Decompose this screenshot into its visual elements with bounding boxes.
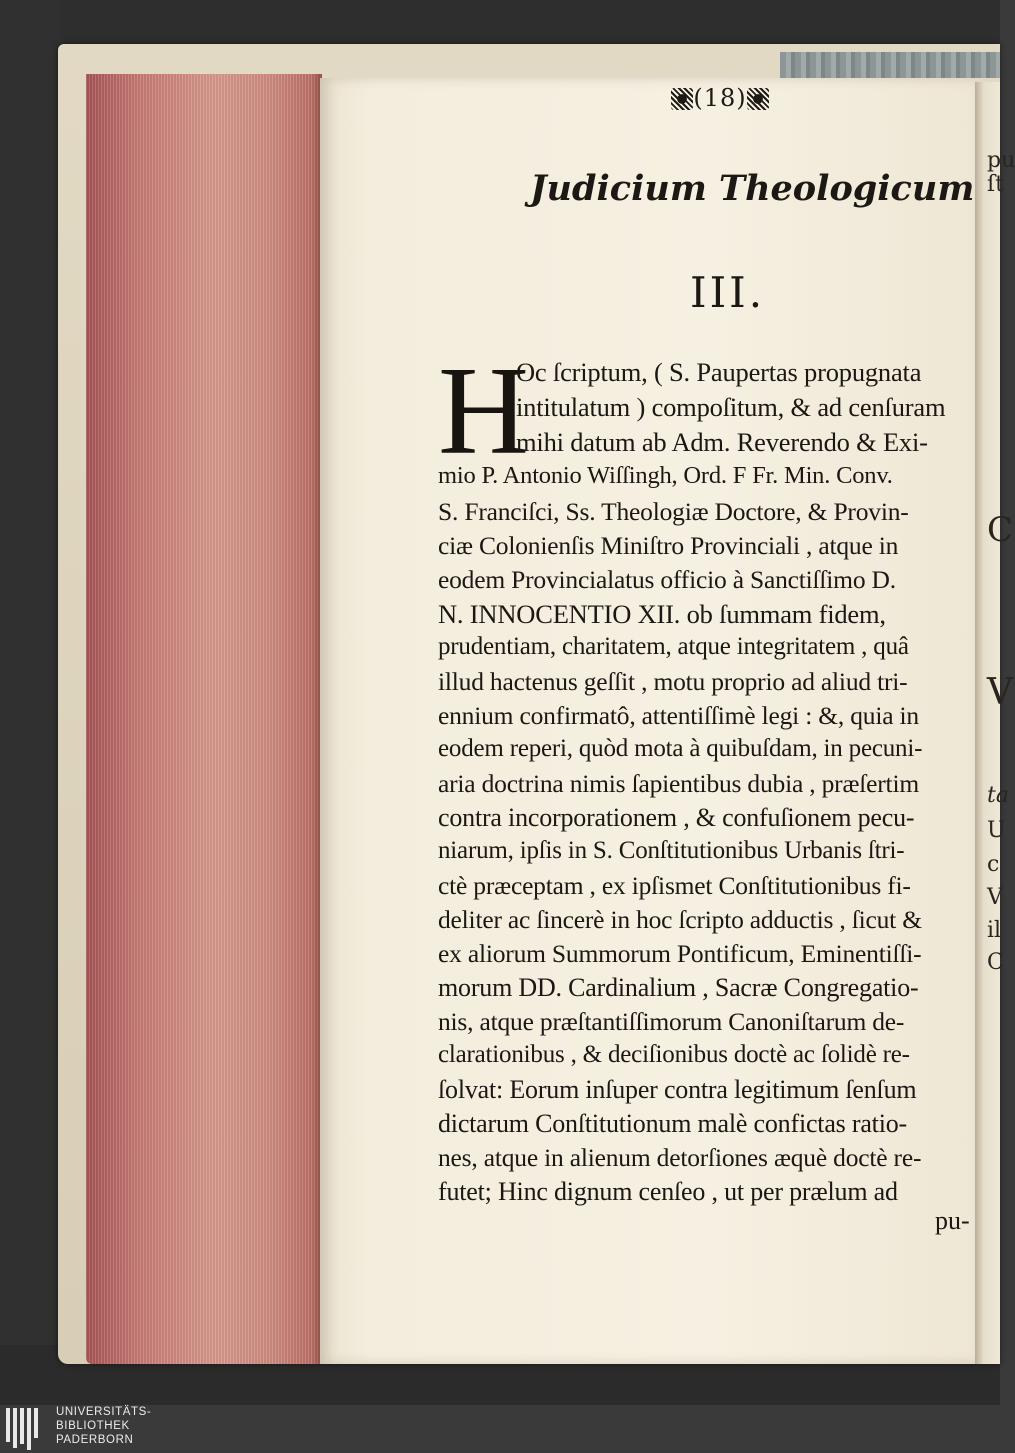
next-page-fragments bbox=[987, 0, 1015, 1405]
cover-spine-band bbox=[780, 52, 1000, 78]
edge-fragment: U bbox=[987, 818, 1006, 843]
ornament-icon bbox=[747, 88, 769, 110]
text-line: Oc ſcriptum, ( S. Paupertas propugnata bbox=[516, 357, 922, 387]
edge-fragment: pu bbox=[987, 148, 1015, 173]
text-line: eodem reperi, quòd mota à quibuſdam, in pecuni- bbox=[438, 735, 923, 762]
running-head: Judicium Theologicum bbox=[530, 168, 975, 209]
edge-fragment: ſt bbox=[987, 172, 1004, 197]
edge-fragment: il bbox=[987, 918, 1002, 943]
edge-fragment: C bbox=[987, 510, 1014, 550]
text-line: dictarum Conſtitutionum malè confictas ratio- bbox=[438, 1109, 907, 1138]
text-line: contra incorporationem , & confuſionem pecu- bbox=[438, 803, 915, 832]
text-line: N. INNOCENTIO XII. ob ſummam fidem, bbox=[438, 599, 886, 629]
section-number: III. bbox=[690, 268, 766, 317]
library-logo-icon bbox=[6, 1408, 50, 1452]
text-line: ſolvat: Eorum inſuper contra legitimum ſenſum bbox=[438, 1075, 917, 1104]
page-number: (18) bbox=[660, 84, 780, 112]
logo-line: BIBLIOTHEK bbox=[56, 1420, 130, 1432]
text-line: ennium confirmatô, attentiſſimè legi : &, quia in bbox=[438, 701, 919, 730]
page-edges-red bbox=[86, 74, 322, 1364]
text-line: ex aliorum Summorum Pontificum, Eminentiſſi- bbox=[438, 939, 922, 968]
text-line: morum DD. Cardinalium , Sacræ Congregatio- bbox=[438, 973, 919, 1002]
edge-fragment: V bbox=[987, 885, 1003, 910]
text-line: eodem Provincialatus officio à Sanctiſſimo D. bbox=[438, 565, 896, 594]
ornament-icon bbox=[671, 88, 693, 110]
logo-line: PADERBORN bbox=[56, 1434, 134, 1446]
text-line: mio P. Antonio Wiſſingh, Ord. F Fr. Min. Conv. bbox=[438, 462, 893, 489]
edge-fragment: c bbox=[987, 852, 1000, 877]
background-left bbox=[0, 0, 60, 1405]
library-logo-text bbox=[56, 1405, 151, 1447]
text-line: illud hactenus geſſit , motu proprio ad aliud tri- bbox=[438, 667, 908, 696]
catchword: pu- bbox=[935, 1206, 970, 1235]
edge-fragment: ta bbox=[987, 783, 1009, 808]
edge-fragment: V bbox=[987, 672, 1013, 713]
text-line: niarum, ipſis in S. Conſtitutionibus Urbanis ſtri- bbox=[438, 837, 905, 864]
text-line: aria doctrina nimis ſapientibus dubia , præſertim bbox=[438, 769, 919, 798]
text-line: nis, atque præſtantiſſimorum Canoniſtarum de- bbox=[438, 1007, 905, 1036]
text-line: intitulatum ) compoſitum, & ad cenſuram bbox=[516, 392, 946, 422]
text-line: deliter ac ſincerè in hoc ſcripto adductis , ſicut & bbox=[438, 905, 922, 934]
text-line: ciæ Colonienſis Miniſtro Provinciali , atque in bbox=[438, 531, 899, 560]
text-line: ctè præceptam , ex ipſismet Conſtitutionibus fi- bbox=[438, 871, 911, 900]
text-line: futet; Hinc dignum cenſeo , ut per prælum ad bbox=[438, 1177, 898, 1206]
text-line: S. Franciſci, Ss. Theologiæ Doctore, & Provin- bbox=[438, 497, 909, 526]
logo-line: UNIVERSITÄTS- bbox=[56, 1406, 152, 1418]
text-line: nes, atque in alienum detorſiones æquè doctè re- bbox=[438, 1143, 922, 1172]
edge-fragment: C bbox=[987, 950, 1004, 975]
text-line: clarationibus , & deciſionibus doctè ac ſolidè re- bbox=[438, 1041, 910, 1068]
drop-cap: H bbox=[438, 342, 529, 481]
text-line: mihi datum ab Adm. Reverendo & Exi- bbox=[516, 427, 928, 457]
text-line: prudentiam, charitatem, atque integritatem , quâ bbox=[438, 633, 909, 660]
